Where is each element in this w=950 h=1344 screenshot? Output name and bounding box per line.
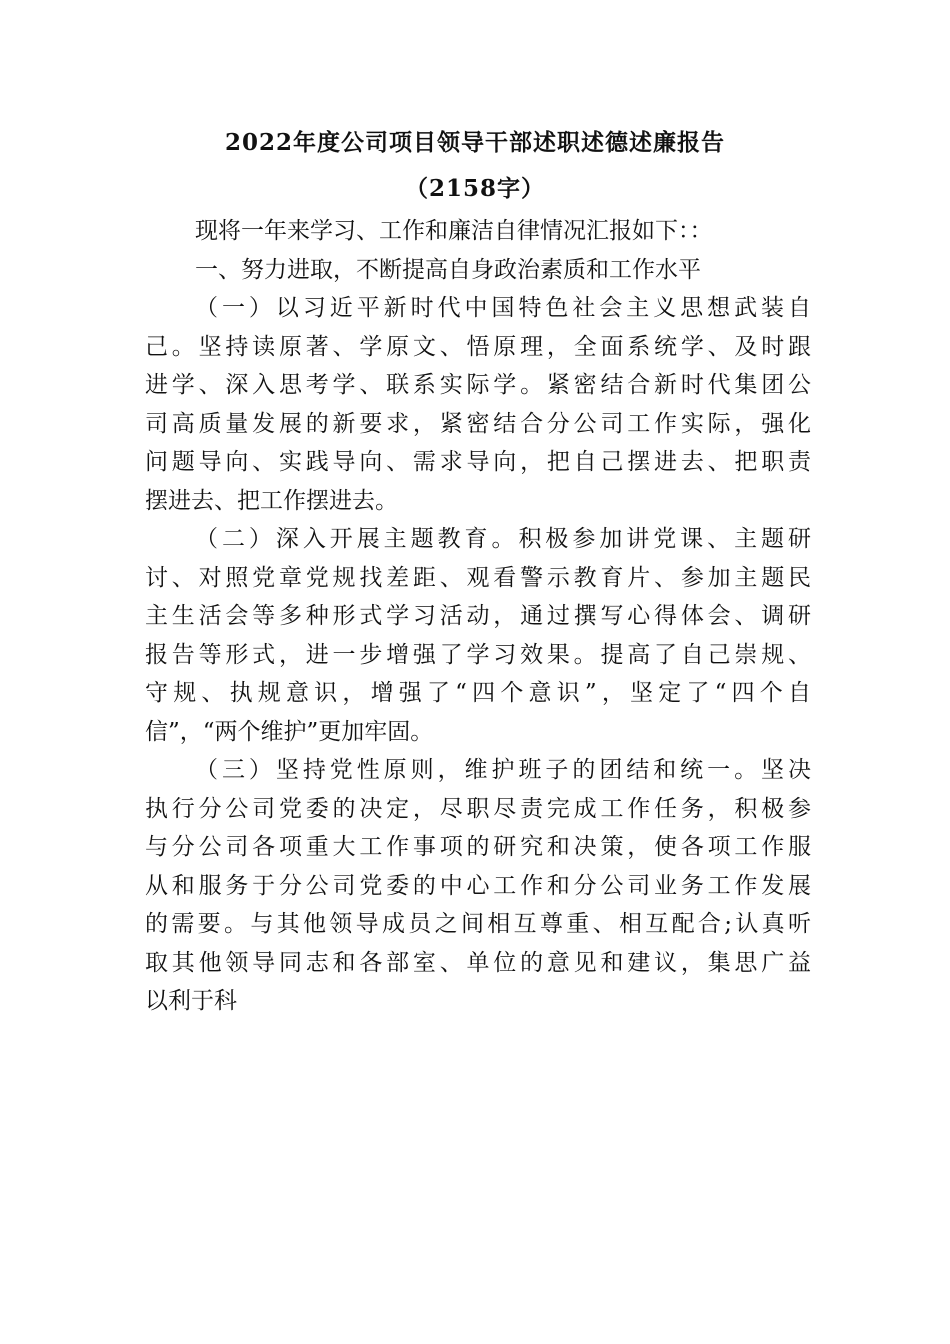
paragraph-line: 从和服务于分公司党委的中心工作和分公司业务工作发展 <box>145 872 811 899</box>
paragraph-line: 报告等形式，进一步增强了学习效果。提高了自己崇规、 <box>145 641 811 668</box>
paragraph-line: （三）坚持党性原则，维护班子的团结和统一。坚决 <box>195 757 811 783</box>
paragraph-line: 讨、对照党章党规找差距、观看警示教育片、参加主题民 <box>145 564 811 591</box>
section-heading-1: 一、努力进取，不断提高自身政治素质和工作水平 <box>195 256 701 283</box>
paragraph-line: 司高质量发展的新要求，紧密结合分公司工作实际，强化 <box>145 410 811 437</box>
paragraph-line: 问题导向、实践导向、需求导向，把自己摆进去、把职责 <box>145 449 811 475</box>
paragraph-line: 摆进去、把工作摆进去。 <box>145 487 398 514</box>
paragraph-line: 守规、执规意识，增强了“四个意识”，坚定了“四个自 <box>145 680 811 706</box>
paragraph-line: 信”，“两个维护”更加牢固。 <box>145 718 434 745</box>
paragraph-line: （二）深入开展主题教育。积极参加讲党课、主题研 <box>195 526 811 552</box>
document-word-count: （2158字） <box>404 175 545 202</box>
document-title: 2022年度公司项目领导干部述职述德述廉报告 <box>224 129 725 156</box>
paragraph-line: （一）以习近平新时代中国特色社会主义思想武装自 <box>195 295 811 321</box>
paragraph-line: 主生活会等多种形式学习活动，通过撰写心得体会、调研 <box>145 603 811 629</box>
paragraph-line: 与分公司各项重大工作事项的研究和决策，使各项工作服 <box>145 834 811 860</box>
document-body <box>145 212 811 1021</box>
paragraph-line: 以利于科 <box>145 988 237 1014</box>
paragraph-line: 执行分公司党委的决定，尽职尽责完成工作任务，积极参 <box>145 795 811 822</box>
paragraph-line: 取其他领导同志和各部室、单位的意见和建议，集思广益 <box>145 949 811 976</box>
body-line-intro: 现将一年来学习、工作和廉洁自律情况汇报如下：： <box>195 218 713 244</box>
paragraph-line: 己。坚持读原著、学原文、悟原理，全面系统学、及时跟 <box>145 333 811 360</box>
paragraph-line: 的需要。与其他领导成员之间相互尊重、相互配合;认真听 <box>145 911 811 937</box>
paragraph-line: 进学、深入思考学、联系实际学。紧密结合新时代集团公 <box>145 372 811 398</box>
